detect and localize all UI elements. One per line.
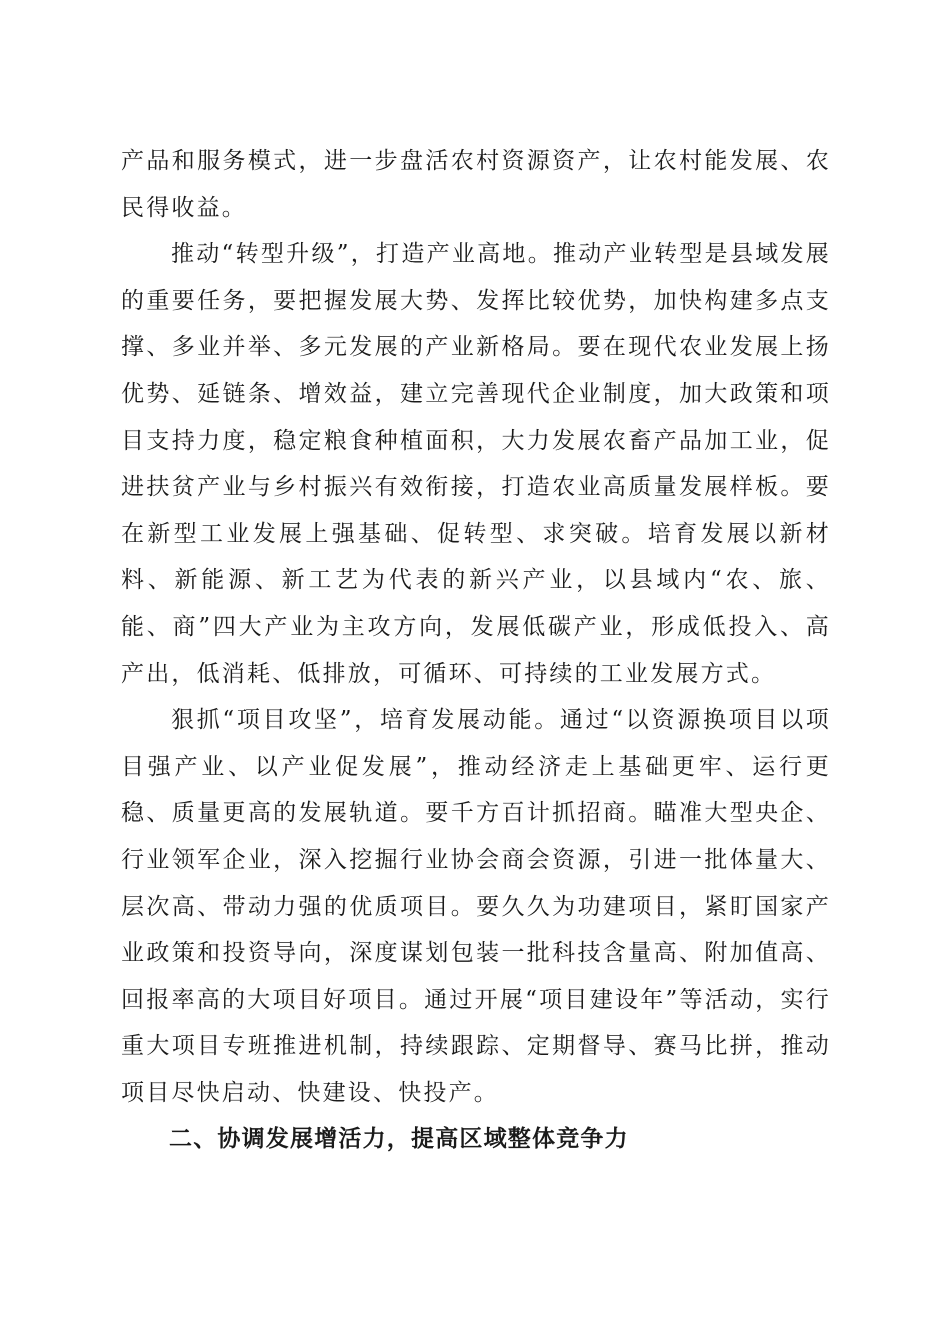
- paragraph-project-tackling: 狠抓“项目攻坚”，培育发展动能。通过“以资源换项目以项目强产业、以产业促发展”，推动经济走上基础更牢、运行更稳、质量更高的发展轨道。要千方百计抓招商。瞄准大型央企、行业领军企业，深入挖掘行业协会商会资源，引进一批体量大、层次高、带动力强的优质项目。要久久为功建项目，紧盯国家产业政策和投资导向，深度谋划包装一批科技含量高、附加值高、回报率高的大项目好项目。通过开展“项目建设年”等活动，实行重大项目专班推进机制，持续跟踪、定期督导、赛马比拼，推动项目尽快启动、快建设、快投产。: [121, 707, 831, 1106]
- paragraph-continuation: 产品和服务模式，进一步盘活农村资源资产，让农村能发展、农民得收益。: [121, 148, 831, 221]
- paragraph-transformation-upgrade: 推动“转型升级”，打造产业高地。推动产业转型是县域发展的重要任务，要把握发展大势、发挥比较优势，加快构建多点支撑、多业并举、多元发展的产业新格局。要在现代农业发展上扬优势、延链条、增效益，建立完善现代企业制度，加大政策和项目支持力度，稳定粮食种植面积，大力发展农畜产品加工业，促进扶贫产业与乡村振兴有效衔接，打造农业高质量发展样板。要在新型工业发展上强基础、促转型、求突破。培育发展以新材料、新能源、新工艺为代表的新兴产业，以县域内“农、旅、能、商”四大产业为主攻方向，发展低碳产业，形成低投入、高产出，低消耗、低排放，可循环、可持续的工业发展方式。: [121, 241, 831, 687]
- section-heading: 二、协调发展增活力，提高区域整体竞争力: [169, 1126, 629, 1153]
- document-body: [121, 138, 831, 1163]
